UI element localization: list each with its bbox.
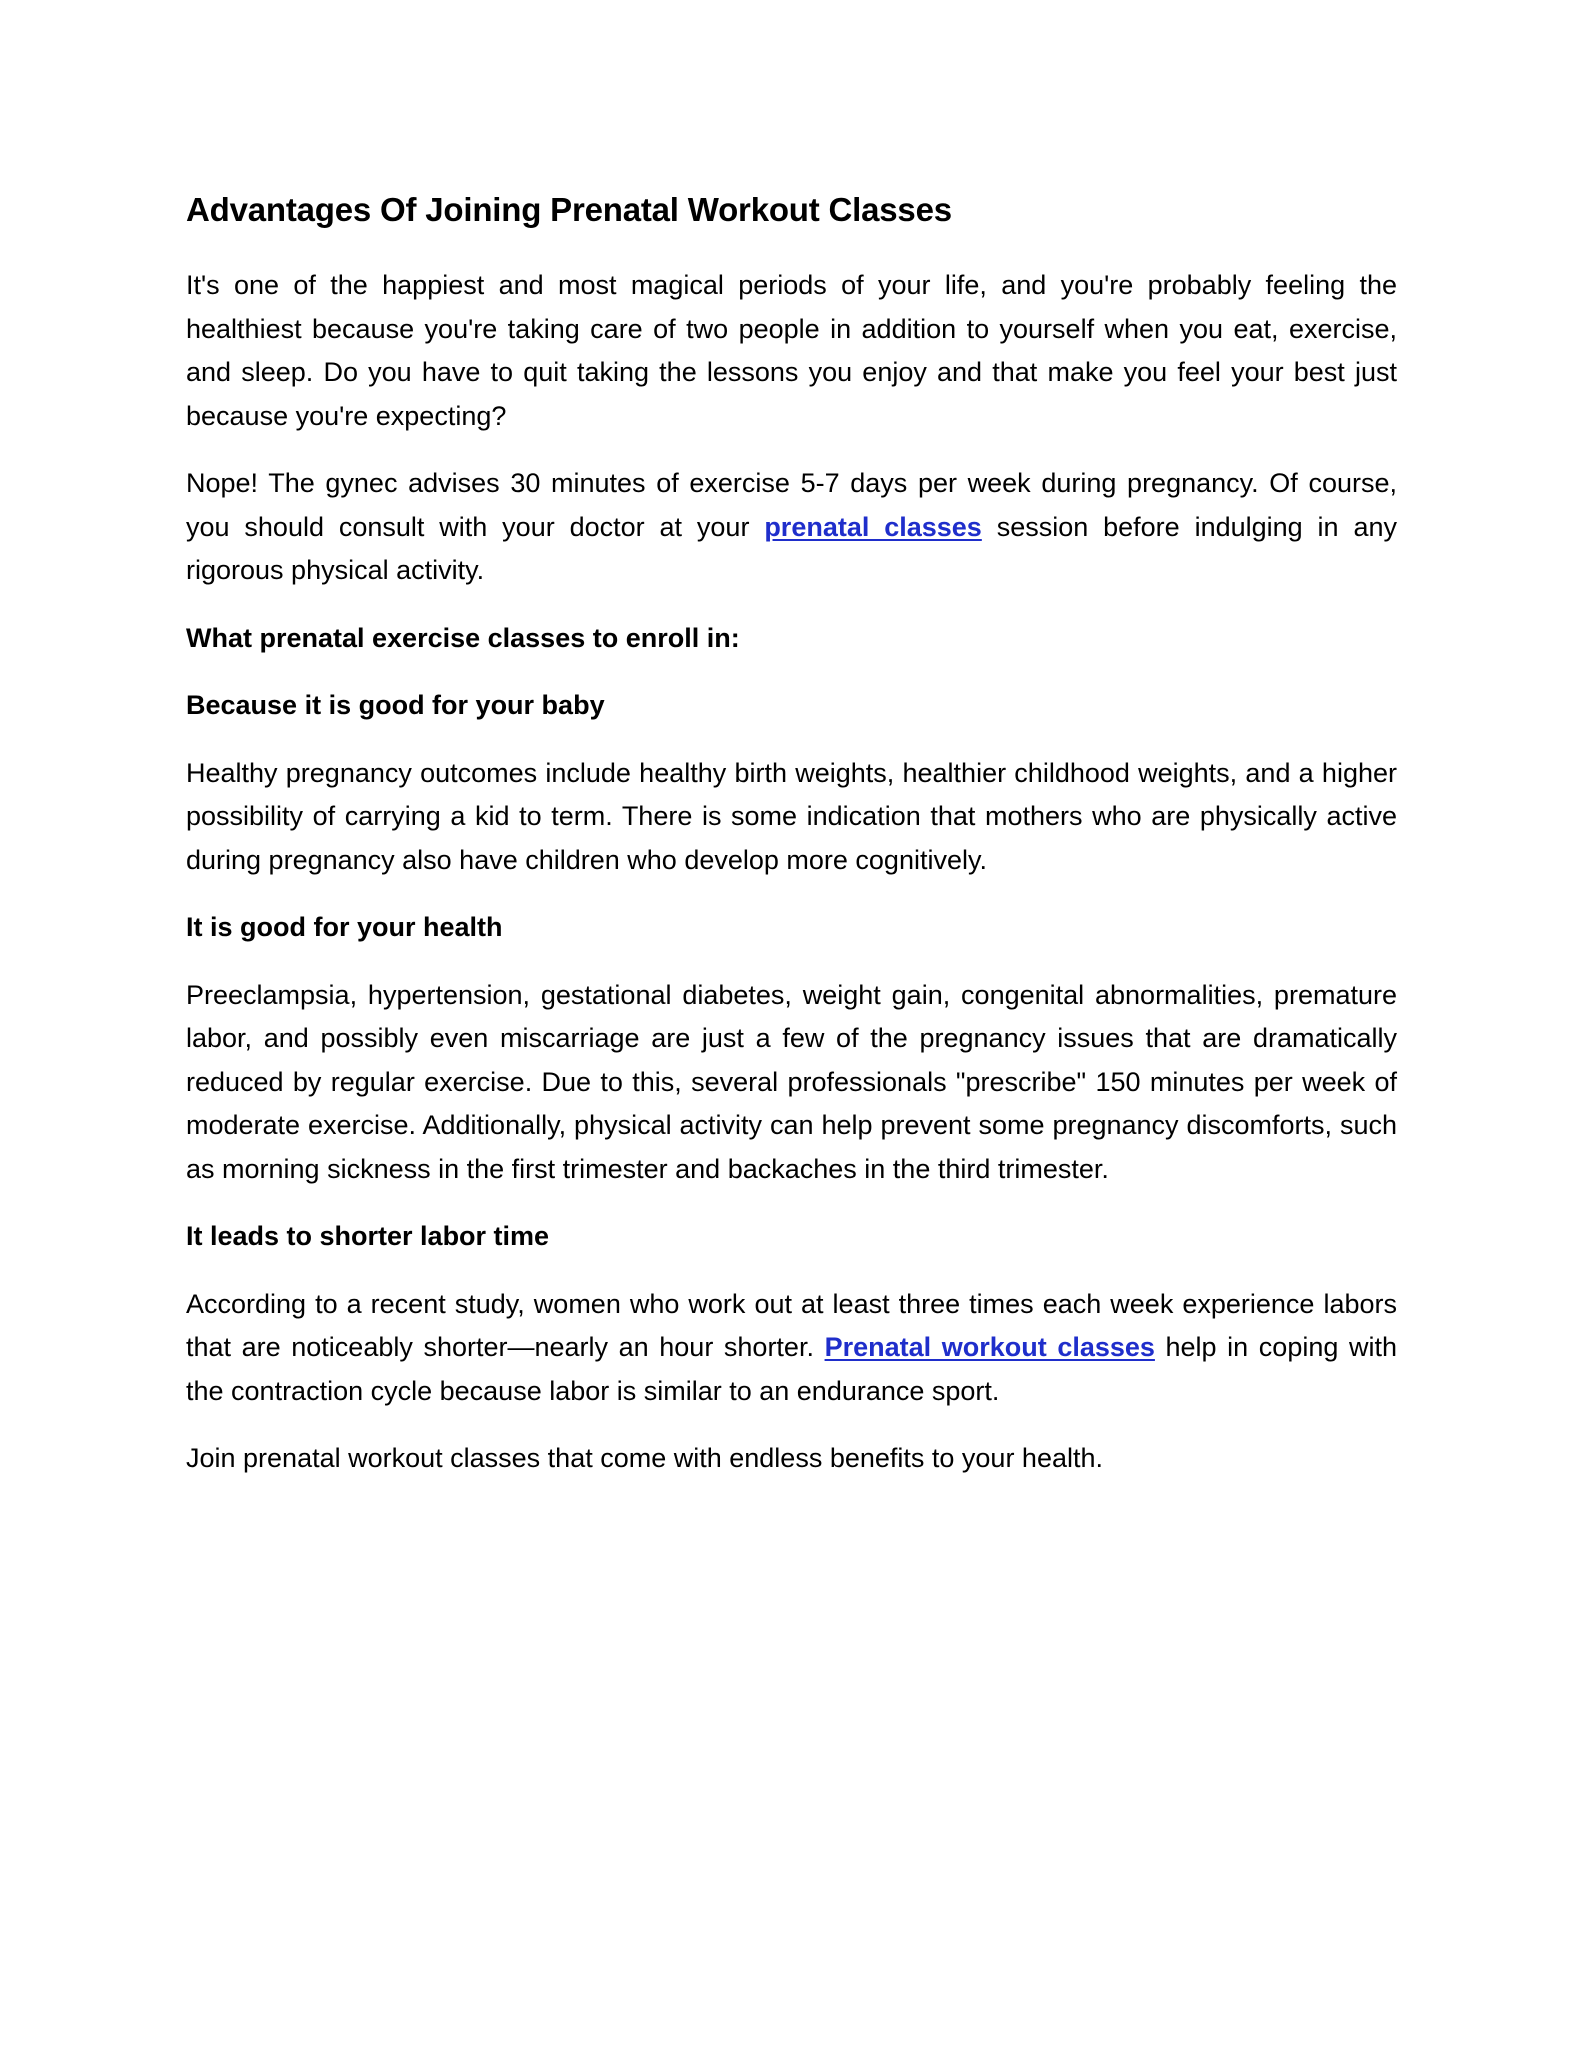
labor-heading: It leads to shorter labor time [186, 1221, 550, 1251]
labor-paragraph [186, 1283, 1397, 1414]
document-title: Advantages Of Joining Prenatal Workout Classes [186, 191, 952, 228]
prenatal-classes-link[interactable]: prenatal classes [764, 511, 982, 542]
baby-heading: Because it is good for your baby [186, 690, 605, 720]
labor-paragraph-text-before: According to a recent study, women who work out at least three times each week experience labors that are noticeably shorter—nearly an hour shorter. [186, 1288, 1397, 1362]
consult-paragraph-text-after: session before indulging in any rigorous physical activity. [186, 511, 1397, 585]
health-heading: It is good for your health [186, 912, 503, 942]
consult-paragraph-text-before: Nope! The gynec advises 30 minutes of exercise 5-7 days per week during pregnancy. Of course, you should consult with your doctor at your [186, 468, 1397, 542]
intro-paragraph: It's one of the happiest and most magical periods of your life, and you're probably feeling the healthiest because you're taking care of two people in addition to yourself when you eat, exercise, and sleep. Do you have to quit taking the lessons you enjoy and that make you feel your best just because you're expecting? [186, 270, 1397, 431]
document-page [186, 180, 1397, 1481]
enroll-heading: What prenatal exercise classes to enroll in: [186, 622, 740, 653]
closing-paragraph: Join prenatal workout classes that come with endless benefits to your health. [186, 1443, 1103, 1473]
labor-paragraph-text-after: help in coping with the contraction cycle because labor is similar to an endurance sport. [186, 1332, 1397, 1406]
baby-paragraph: Healthy pregnancy outcomes include healthy birth weights, healthier childhood weights, and a higher possibility of carrying a kid to term. There is some indication that mothers who are physically active during pregnancy also have children who develop more cognitively. [186, 757, 1397, 875]
prenatal-workout-classes-link[interactable]: Prenatal workout classes [824, 1332, 1155, 1362]
health-paragraph: Preeclampsia, hypertension, gestational diabetes, weight gain, congenital abnormalities, premature labor, and possibly even miscarriage are just a few of the pregnancy issues that are dramatically reduced by regular exercise. Due to this, several professionals "prescribe" 150 minutes per week of moderate exercise. Additionally, physical activity can help prevent some pregnancy discomforts, such as morning sickness in the first trimester and backaches in the third trimester. [186, 979, 1397, 1184]
consult-paragraph [186, 462, 1397, 593]
